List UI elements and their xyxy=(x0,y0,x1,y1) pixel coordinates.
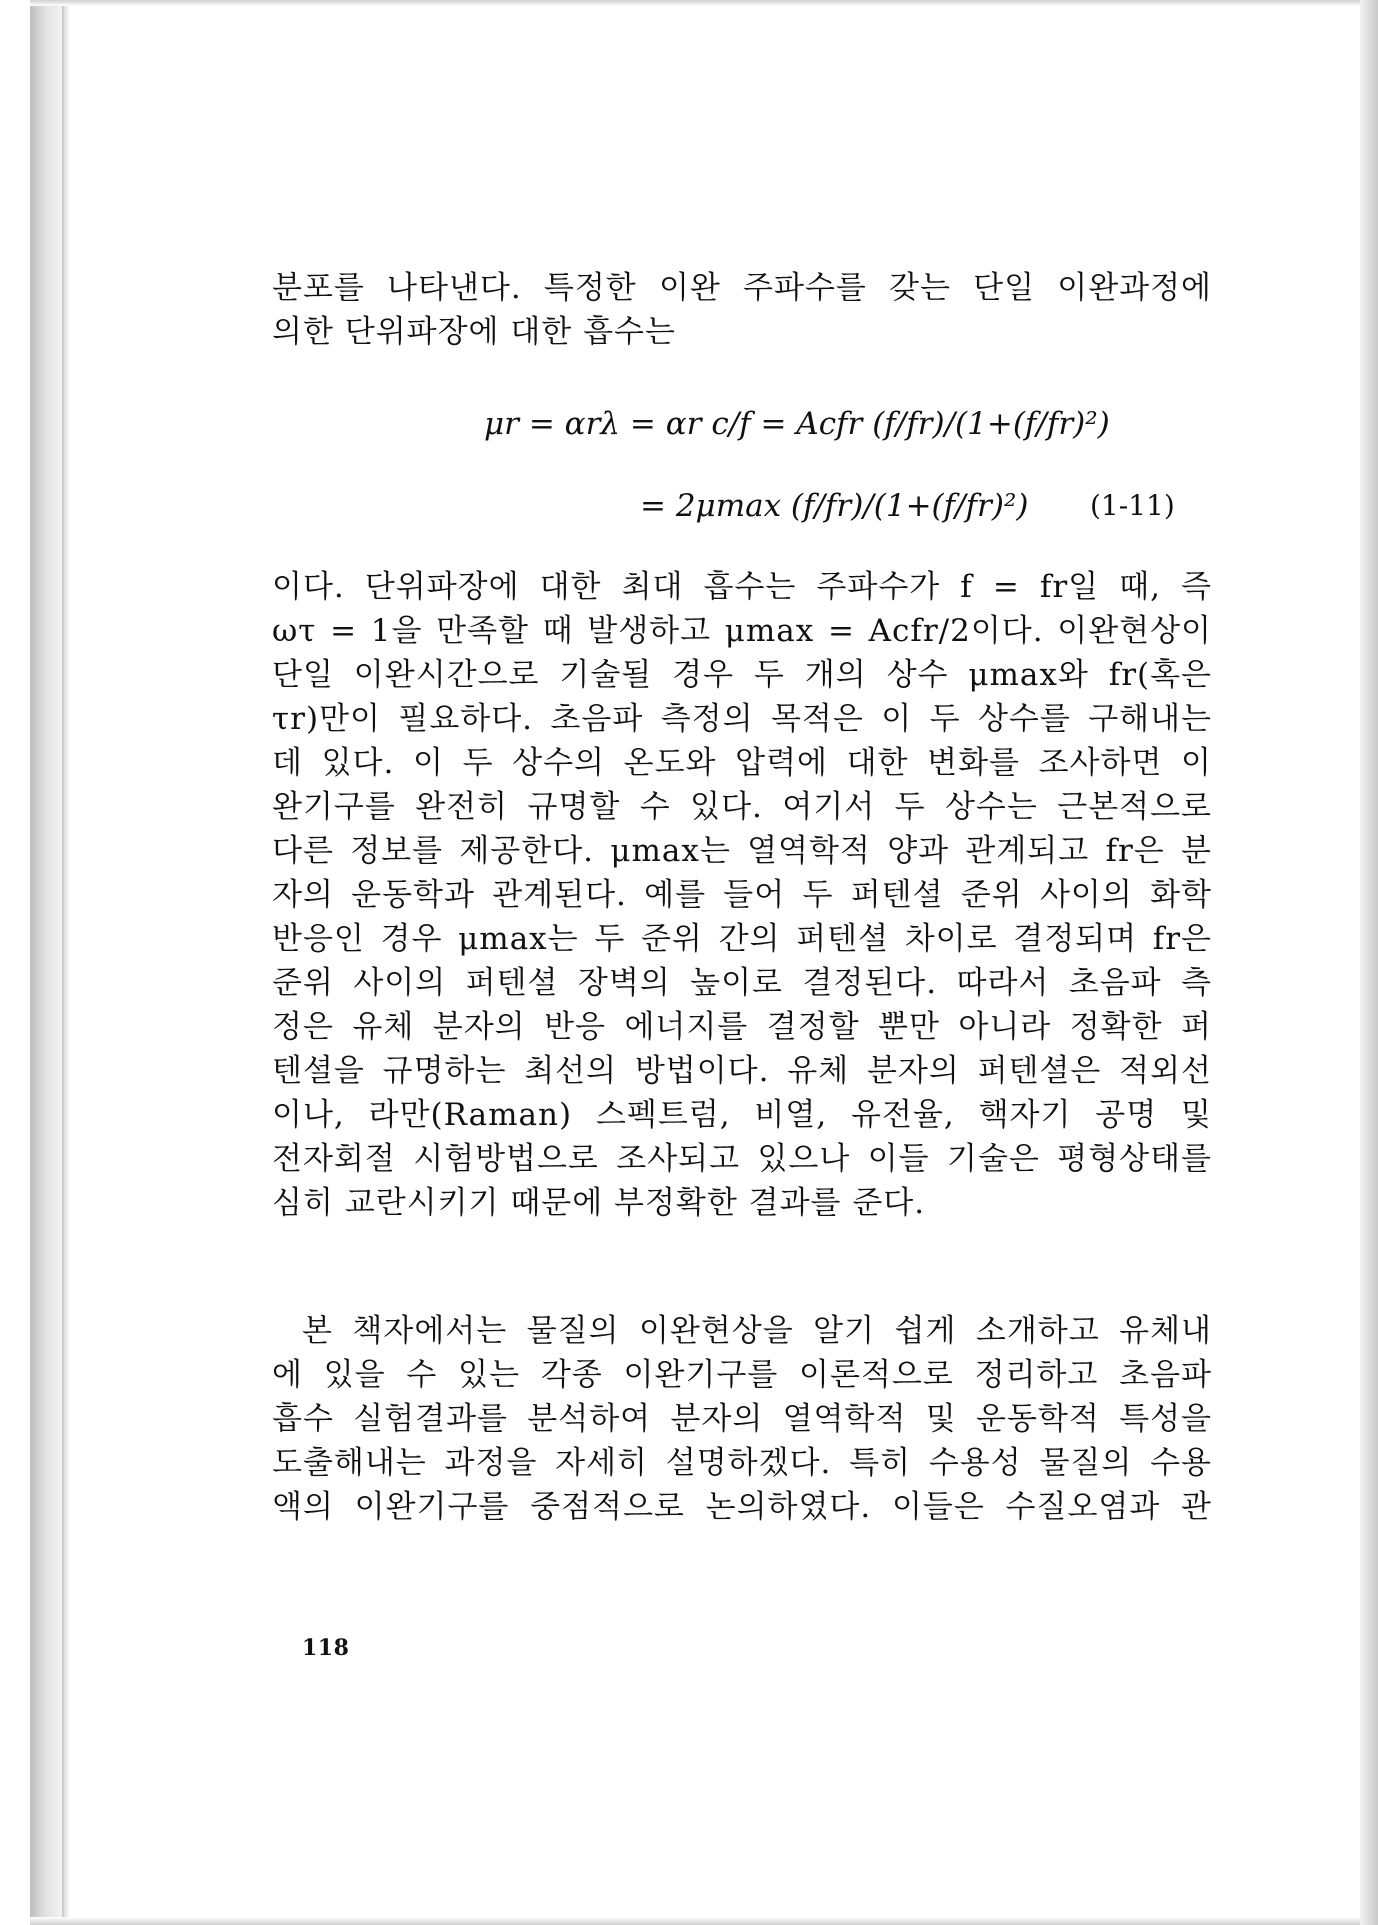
text-line: 준위 사이의 퍼텐셜 장벽의 높이로 결정된다. 따라서 초음파 측 xyxy=(272,965,1212,1001)
equation-number: (1-11) xyxy=(1090,489,1175,522)
text-line: 에 있을 수 있는 각종 이완기구를 이론적으로 정리하고 초음파 xyxy=(272,1357,1212,1393)
text-line: ωτ = 1을 만족할 때 발생하고 μmax = Acfr/2이다. 이완현상이 xyxy=(272,613,1212,649)
page-edge-bottom xyxy=(30,1917,1360,1925)
text-line: 액의 이완기구를 중점적으로 논의하였다. 이들은 수질오염과 관 xyxy=(272,1489,1212,1525)
text-line: 심히 교란시키기 때문에 부정확한 결과를 준다. xyxy=(272,1185,926,1221)
text-line: 다른 정보를 제공한다. μmax는 열역학적 양과 관계되고 fr은 분 xyxy=(272,833,1212,869)
text-line: 의한 단위파장에 대한 흡수는 xyxy=(272,314,676,350)
text-line: 도출해내는 과정을 자세히 설명하겠다. 특히 수용성 물질의 수용 xyxy=(272,1445,1212,1481)
text-line: 완기구를 완전히 규명할 수 있다. 여기서 두 상수는 근본적으로 xyxy=(272,789,1212,825)
body-paragraph-2 xyxy=(272,1309,1212,1529)
text-line: τr)만이 필요하다. 초음파 측정의 목적은 이 두 상수를 구해내는 xyxy=(272,701,1212,737)
text-line: 텐셜을 규명하는 최선의 방법이다. 유체 분자의 퍼텐셜은 적외선 xyxy=(272,1053,1212,1089)
page-number: 118 xyxy=(302,1635,350,1661)
book-spine xyxy=(30,0,64,1925)
text-line: 분포를 나타낸다. 특정한 이완 주파수를 갖는 단일 이완과정에 xyxy=(272,270,1212,306)
text-line: 흡수 실험결과를 분석하여 분자의 열역학적 및 운동학적 특성을 xyxy=(272,1401,1212,1437)
text-line: 데 있다. 이 두 상수의 온도와 압력에 대한 변화를 조사하면 이 xyxy=(272,745,1212,781)
text-line: 자의 운동학과 관계된다. 예를 들어 두 퍼텐셜 준위 사이의 화학 xyxy=(272,877,1212,913)
equation-line-1: μr = αrλ = αr c/f = Acfr (f/fr)/(1+(f/fr)²) xyxy=(484,406,1110,442)
text-line: 이나, 라만(Raman) 스펙트럼, 비열, 유전율, 핵자기 공명 및 xyxy=(272,1097,1212,1133)
body-paragraph-1 xyxy=(272,565,1212,1225)
text-line: 반응인 경우 μmax는 두 준위 간의 퍼텐셜 차이로 결정되며 fr은 xyxy=(272,921,1212,957)
gutter-shadow xyxy=(62,0,70,1925)
page-edge-right xyxy=(1360,0,1378,1925)
text-line: 단일 이완시간으로 기술될 경우 두 개의 상수 μmax와 fr(혹은 xyxy=(272,657,1212,693)
text-line: 정은 유체 분자의 반응 에너지를 결정할 뿐만 아니라 정확한 퍼 xyxy=(272,1009,1212,1045)
text-line: 본 책자에서는 물질의 이완현상을 알기 쉽게 소개하고 유체내 xyxy=(302,1313,1212,1349)
equation-line-2: = 2μmax (f/fr)/(1+(f/fr)²) xyxy=(640,488,1029,524)
intro-paragraph xyxy=(272,266,1212,354)
page-edge-top xyxy=(30,0,1360,6)
text-line: 이다. 단위파장에 대한 최대 흡수는 주파수가 f = fr일 때, 즉 xyxy=(272,569,1212,605)
text-line: 전자회절 시험방법으로 조사되고 있으나 이들 기술은 평형상태를 xyxy=(272,1141,1212,1177)
